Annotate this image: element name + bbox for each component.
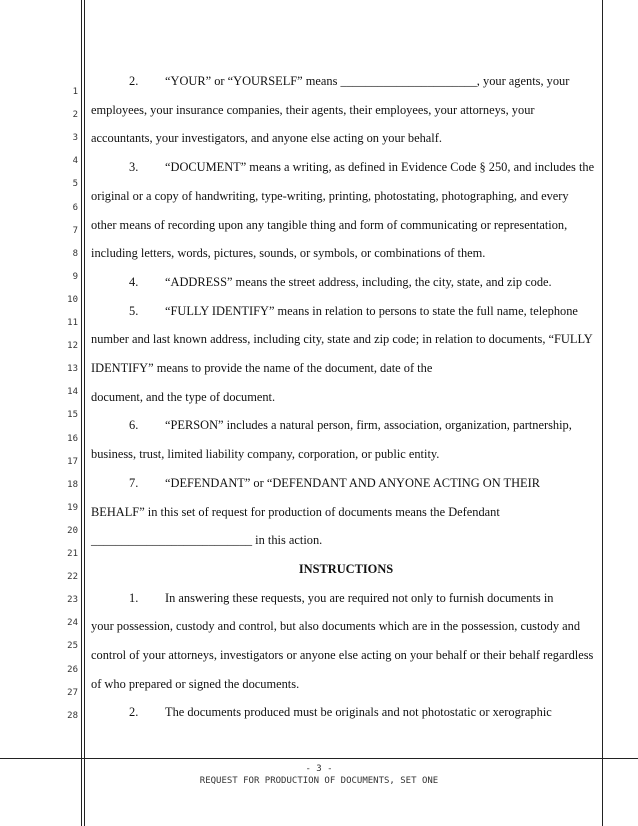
line-number: 26: [67, 664, 78, 675]
line-number: 17: [67, 456, 78, 467]
line-number: 21: [67, 549, 78, 559]
paragraph-number: 2.: [129, 74, 139, 88]
paragraph-line: other means of recording upon any tangible thing and form of communicating or representation,: [91, 217, 568, 232]
paragraph-line: employees, your insurance companies, their agents, their employees, your attorneys, your: [91, 102, 535, 117]
paragraph-line: original or a copy of handwriting, type-writing, printing, photostating, photographing, and every: [91, 188, 569, 203]
line-number: 25: [67, 641, 78, 652]
paragraph-text: In answering these requests, you are required not only to furnish documents in: [165, 590, 554, 605]
line-number: 15: [67, 410, 78, 421]
paragraph-text: “YOUR” or “YOURSELF” means ______________________, your agents, your: [165, 74, 570, 88]
line-number: 4: [72, 156, 78, 167]
paragraph-line: control of your attorneys, investigators or anyone else acting on your behalf or their behalf regardless: [91, 648, 594, 662]
line-number: 1: [72, 87, 78, 97]
line-number: 5: [72, 179, 78, 190]
line-number: 27: [67, 687, 78, 698]
paragraph-number: 1.: [129, 590, 139, 605]
left-margin-rule-inner: [84, 0, 85, 826]
line-number: 28: [67, 710, 78, 721]
paragraph-number: 3.: [129, 160, 139, 175]
paragraph-line: your possession, custody and control, but also documents which are in the possession, custody and: [91, 619, 581, 634]
line-number: 11: [67, 318, 78, 328]
paragraph-number: 6.: [129, 418, 139, 433]
paragraph-text: “PERSON” includes a natural person, firm, association, organization, partnership,: [165, 418, 572, 433]
paragraph-text: The documents produced must be originals and not photostatic or xerographic: [165, 705, 552, 720]
line-number: 16: [67, 433, 78, 444]
paragraph-line: including letters, words, pictures, sounds, or symbols, or combinations of them.: [91, 246, 486, 261]
line-number: 18: [67, 479, 78, 490]
paragraph-line: document, and the type of document.: [91, 389, 276, 404]
paragraph-line: number and last known address, including city, state and zip code; in relation to documents, “FULLY: [91, 332, 593, 347]
line-number: 2: [72, 110, 78, 121]
line-number: 3: [72, 133, 78, 144]
footer-title: REQUEST FOR PRODUCTION OF DOCUMENTS, SET ONE: [199, 776, 439, 786]
paragraph-number: 2.: [129, 705, 139, 720]
line-number: 6: [72, 202, 78, 213]
line-number: 24: [67, 618, 78, 629]
paragraph-line: __________________________ in this action.: [91, 533, 323, 548]
paragraph-number: 7.: [129, 475, 139, 490]
line-number: 22: [67, 572, 78, 583]
section-heading: INSTRUCTIONS: [298, 561, 394, 576]
line-number: 13: [67, 364, 78, 375]
line-number: 8: [72, 248, 78, 259]
paragraph-text: “DEFENDANT” or “DEFENDANT AND ANYONE ACTING ON THEIR: [165, 475, 541, 490]
right-margin-rule: [602, 0, 603, 826]
paragraph-line: business, trust, limited liability company, corporation, or public entity.: [91, 447, 440, 462]
line-number: 23: [67, 595, 78, 606]
line-number: 19: [67, 502, 78, 513]
line-number: 12: [67, 341, 78, 352]
line-number: 10: [67, 294, 78, 305]
paragraph-line: BEHALF” in this set of request for production of documents means the Defendant: [91, 504, 500, 519]
paragraph-number: 4.: [129, 274, 139, 289]
line-number: 9: [72, 271, 78, 282]
footer-rule: [0, 758, 638, 759]
left-margin-rule: [81, 0, 82, 826]
paragraph-line: IDENTIFY” means to provide the name of the document, date of the: [91, 361, 433, 375]
paragraph-text: “ADDRESS” means the street address, including, the city, state, and zip code.: [165, 274, 552, 289]
line-number: 20: [67, 525, 78, 536]
paragraph-text: “DOCUMENT” means a writing, as defined in Evidence Code § 250, and includes the: [165, 160, 595, 175]
footer-page-number: - 3 -: [305, 764, 333, 774]
line-number: 14: [67, 387, 78, 398]
paragraph-line: of who prepared or signed the documents.: [91, 676, 300, 691]
paragraph-text: “FULLY IDENTIFY” means in relation to persons to state the full name, telephone: [165, 303, 578, 318]
line-number: 7: [72, 225, 78, 236]
paragraph-number: 5.: [129, 303, 139, 318]
paragraph-line: accountants, your investigators, and anyone else acting on your behalf.: [91, 131, 442, 146]
